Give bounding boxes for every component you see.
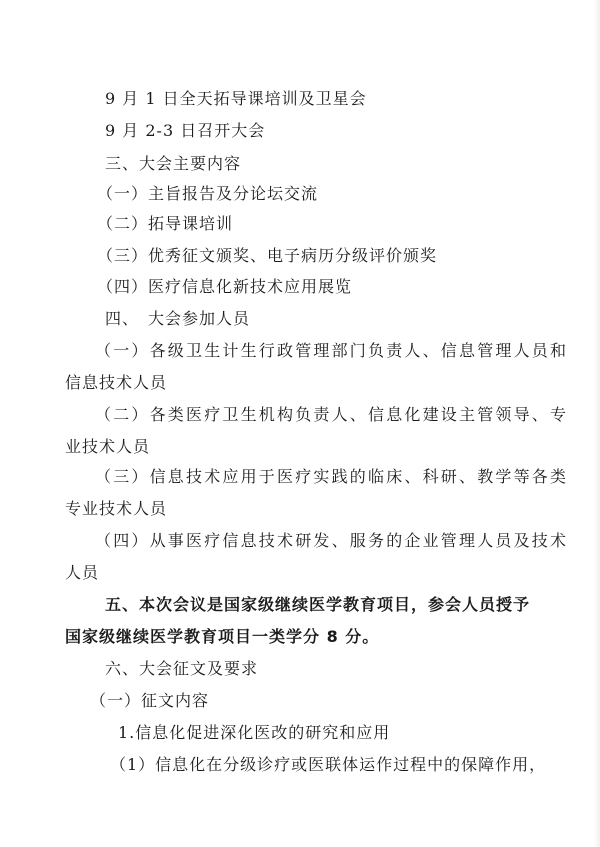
- section-heading-4: 四、 大会参加人员: [105, 309, 251, 328]
- participant-item-3: （三）信息技术应用于医疗实践的临床、科研、教学等各类: [95, 467, 569, 486]
- section-5-credit-notice-cont: 国家级继续医学教育项目一类学分 8 分。: [65, 627, 380, 646]
- participant-item-4-cont: 人员: [65, 563, 100, 582]
- subsection-heading-1: （一）征文内容: [90, 691, 210, 710]
- content-item-3: （三）优秀征文颁奖、电子病历分级评价颁奖: [97, 246, 438, 265]
- section-heading-3: 三、大会主要内容: [105, 154, 242, 173]
- participant-item-1-cont: 信息技术人员: [65, 373, 168, 392]
- schedule-line-sep-2-3: 9 月 2-3 日召开大会: [105, 121, 266, 140]
- topic-item-1: 1.信息化促进深化医改的研究和应用: [118, 723, 391, 742]
- section-5-credit-notice: 五、本次会议是国家级继续医学教育项目，参会人员授予: [105, 595, 531, 614]
- content-item-2: （二）拓导课培训: [97, 214, 234, 233]
- content-item-1: （一）主旨报告及分论坛交流: [97, 184, 319, 203]
- participant-item-2: （二）各类医疗卫生机构负责人、信息化建设主管领导、专: [95, 405, 569, 424]
- section-heading-6: 六、大会征文及要求: [105, 659, 259, 678]
- participant-item-2-cont: 业技术人员: [65, 437, 151, 456]
- topic-subitem-1: （1）信息化在分级诊疗或医联体运作过程中的保障作用，: [110, 755, 547, 774]
- participant-item-3-cont: 专业技术人员: [65, 499, 168, 518]
- content-item-4: （四）医疗信息化新技术应用展览: [97, 277, 353, 296]
- participant-item-1: （一）各级卫生计生行政管理部门负责人、信息管理人员和: [95, 341, 569, 360]
- scan-edge-shadow: [594, 0, 600, 847]
- participant-item-4: （四）从事医疗信息技术研发、服务的企业管理人员及技术: [95, 531, 569, 550]
- schedule-line-sep-1: 9 月 1 日全天拓导课培训及卫星会: [105, 89, 367, 108]
